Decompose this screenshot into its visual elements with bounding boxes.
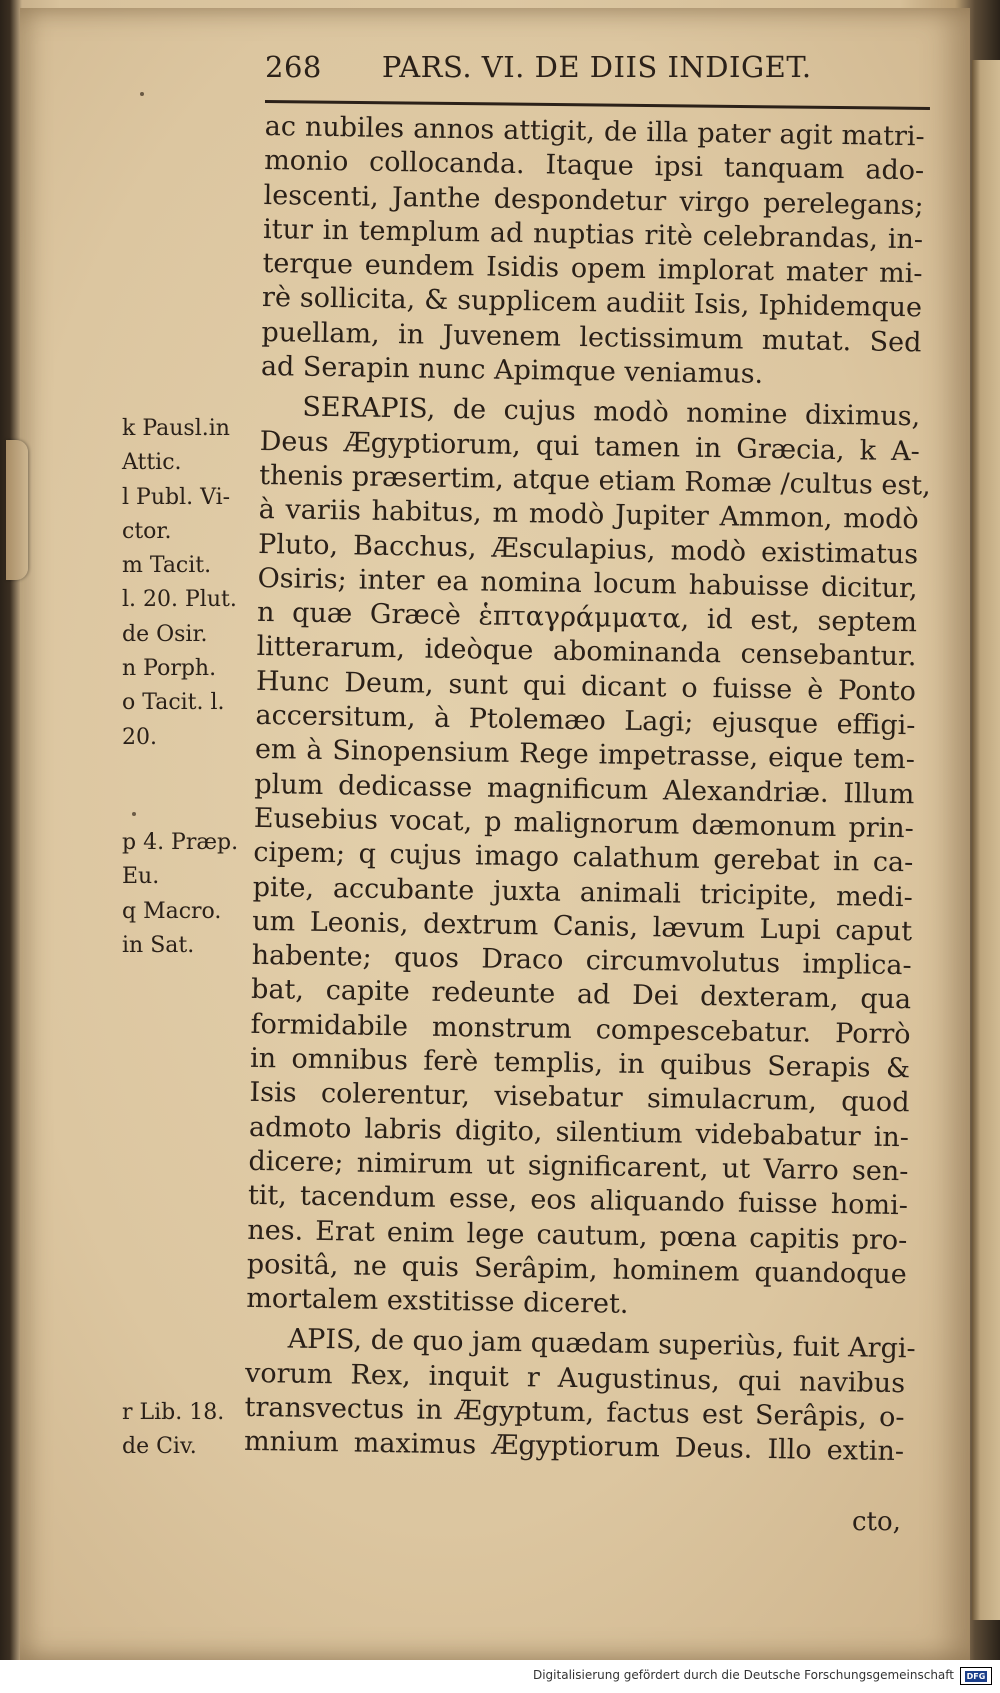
- text-line: Eusebius vocat, p malignorum dæmonum prin-: [253, 802, 915, 845]
- margin-note: 20.: [122, 724, 157, 750]
- running-title: PARS. VI. DE DIIS INDIGET.: [381, 50, 812, 84]
- text-line: Hunc Deum, sunt qui dicant o fuisse è Ponto: [255, 665, 917, 708]
- text-line: accersitum, à Ptolemæo Lagi; ejusque effigi-: [255, 699, 916, 742]
- text-line: nes. Erat enim lege cautum, pœna capitis pro-: [247, 1214, 908, 1256]
- text-line: Deus Ægyptiorum, qui tamen in Græcia, k A-: [259, 425, 920, 467]
- margin-note: n Porph.: [122, 656, 217, 682]
- dfg-logo-text: DFG: [966, 1671, 986, 1681]
- text-line: habente; quos Draco circumvolutus implica-: [251, 940, 912, 982]
- running-header: [265, 50, 885, 84]
- text-line: lescenti, Janthe despondetur virgo perelegans;: [263, 179, 924, 221]
- marginal-notes-apis: [122, 1396, 262, 1465]
- text-line: in omnibus ferè templis, in quibus Serapis &: [249, 1042, 911, 1085]
- foxing-spot: [132, 812, 136, 816]
- text-line: bat, capite redeunte ad Dei dexteram, qua: [250, 974, 912, 1016]
- facing-page-edge: [972, 60, 1000, 1620]
- text-line: n quæ Græcè ἑπταγράμματα, id est, septem: [256, 597, 918, 639]
- text-line: um Leonis, dextrum Canis, lævum Lupi caput: [252, 905, 913, 948]
- text-line: litterarum, ideòque abominanda censebantur.: [256, 631, 917, 673]
- text-line: puellam, in Juvenem lectissimum mutat. Sed: [261, 316, 922, 359]
- page-number: 268: [265, 50, 322, 84]
- margin-note: q Macro.: [122, 898, 222, 924]
- text-line: terque eundem Isidis opem implorat mater mi-: [262, 248, 923, 290]
- text-line: formidabile monstrum compescebatur. Porrò: [250, 1008, 911, 1050]
- margin-note: o Tacit. l.: [122, 690, 225, 716]
- margin-note: p 4. Præp.: [122, 830, 239, 855]
- margin-note: m Tacit.: [122, 553, 212, 579]
- text-line: positâ, ne quis Serâpim, hominem quandoque: [246, 1248, 908, 1291]
- margin-note: r Lib. 18.: [122, 1400, 225, 1425]
- dfg-logo-icon: [960, 1667, 992, 1685]
- text-line: itur in templum ad nuptias ritè celebrandas, in-: [262, 213, 924, 256]
- text-line: dicere; nimirum ut significarent, ut Varro sen-: [248, 1145, 909, 1188]
- text-line: à variis habitus, m modò Jupiter Ammon, modò: [258, 494, 919, 536]
- text-line: em à Sinopensium Rege impetrasse, eique tem-: [254, 734, 916, 776]
- text-line: monio collocanda. Itaque ipsi tanquam ado-: [263, 145, 925, 187]
- margin-note: k Pausl.in: [122, 416, 230, 441]
- marginal-notes-serapis: [122, 412, 262, 755]
- text-line: APIS, de quo jam quædam superiùs, fuit Argi-: [287, 1323, 916, 1365]
- text-line: vorum Rex, inquit r Augustinus, qui navibus: [244, 1357, 906, 1399]
- margin-note: in Sat.: [122, 932, 195, 958]
- text-line: mortalem exstitisse diceret.: [246, 1282, 629, 1320]
- margin-note: Eu.: [122, 864, 160, 890]
- text-line: Pluto, Bacchus, Æsculapius, modò existimatus: [257, 528, 919, 570]
- digitization-footer: [0, 1660, 1000, 1693]
- text-line: thenis præsertim, atque etiam Romæ /cultus est,: [259, 459, 931, 502]
- main-text: [243, 110, 931, 1470]
- text-line: tit, tacendum esse, eos aliquando fuisse homi-: [247, 1180, 909, 1222]
- text-line: mnium maximus Ægyptiorum Deus. Illo extin-: [243, 1426, 905, 1468]
- margin-note: ctor.: [122, 518, 172, 544]
- margin-note: de Civ.: [122, 1434, 197, 1460]
- text-line: Osiris; inter ea nomina locum habuisse dicitur,: [257, 562, 918, 605]
- catchword: cto,: [852, 1507, 901, 1537]
- text-line: rè sollicita, & supplicem audiit Isis, Iphidemque: [261, 282, 923, 324]
- margin-note: l Publ. Vi-: [122, 484, 231, 510]
- text-line: SERAPIS, de cujus modò nomine diximus,: [302, 392, 921, 433]
- text-line: cipem; q cujus imago calathum gerebat in ca-: [253, 837, 914, 879]
- page-tab: [6, 440, 28, 580]
- text-line: plum dedicasse magnificum Alexandriæ. Illum: [254, 768, 915, 810]
- funding-credit: Digitalisierung gefördert durch die Deutsche Forschungsgemeinschaft: [532, 1668, 954, 1682]
- margin-note: de Osir.: [122, 621, 208, 647]
- text-line: ac nubiles annos attigit, de illa pater agit matri-: [264, 110, 925, 153]
- text-line: pite, accubante juxta animali tricipite, medi-: [252, 871, 913, 913]
- foxing-spot: [140, 92, 144, 96]
- text-line: admoto labris digito, silentium videbabatur in-: [248, 1111, 910, 1153]
- margin-note: Attic.: [122, 450, 182, 476]
- text-line: Isis colerentur, visebatur simulacrum, quod: [249, 1077, 910, 1119]
- text-line: transvectus in Ægyptum, factus est Serâpis, o-: [244, 1391, 905, 1434]
- marginal-notes-eusebius: [122, 826, 262, 963]
- text-line: ad Serapin nunc Apimque veniamus.: [260, 351, 764, 390]
- margin-note: l. 20. Plut.: [122, 587, 237, 613]
